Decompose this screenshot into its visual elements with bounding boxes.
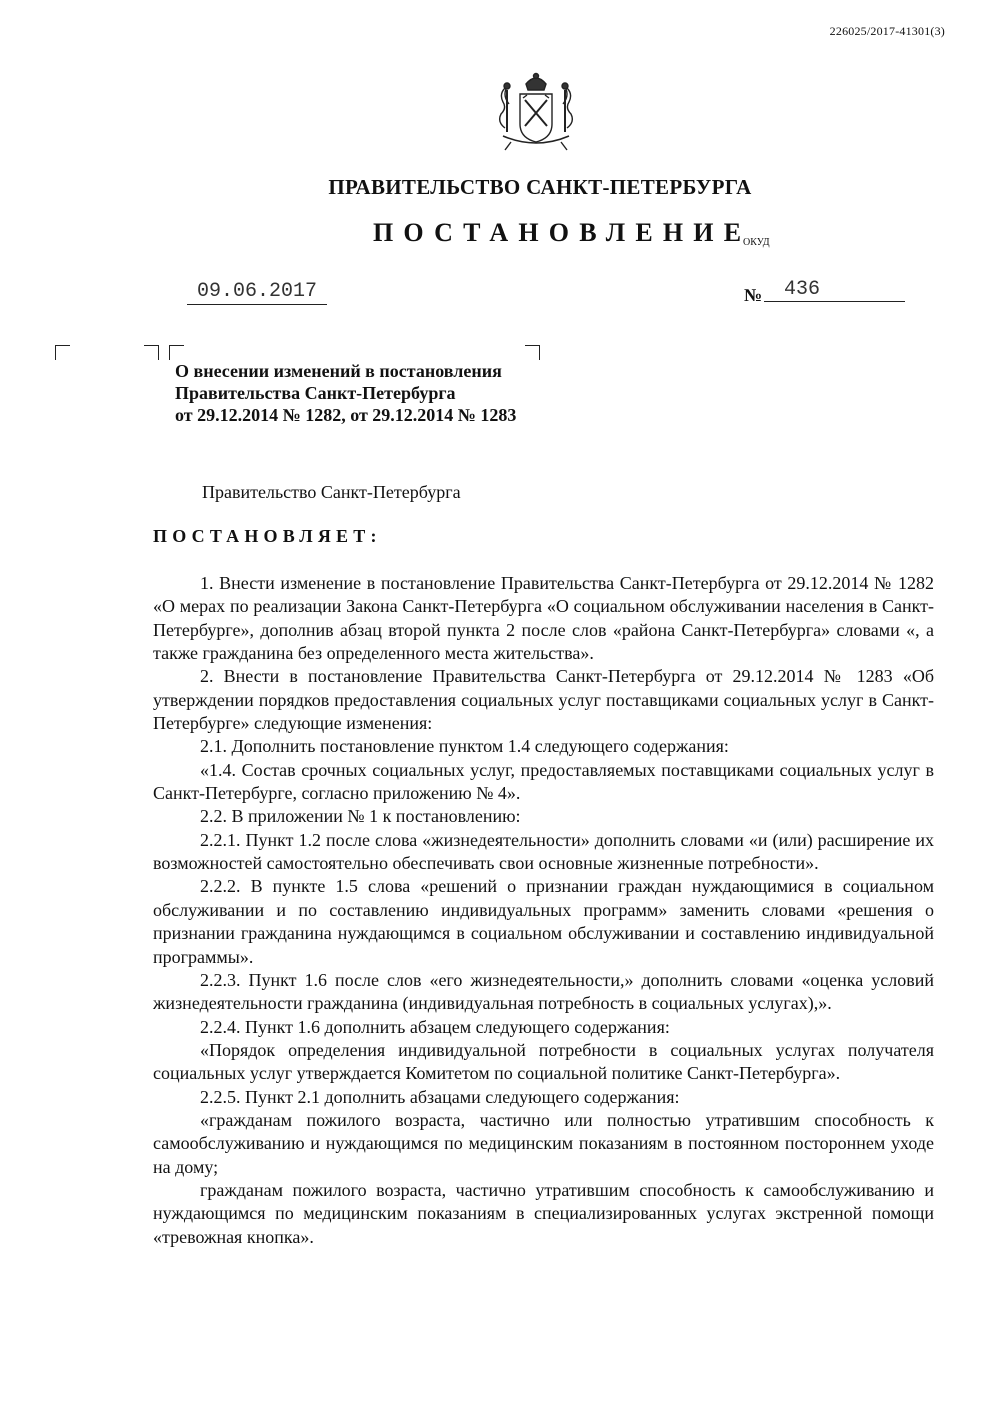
paragraph: 2.2.3. Пункт 1.6 после слов «его жизнедеятельности,» дополнить словами «оценка условий жизнедеятельности гражданина (индивидуальная потребность в социальных услугах),». [153,969,934,1014]
paragraph: 2.2. В приложении № 1 к постановлению: [200,806,521,827]
paragraph: 2.1. Дополнить постановление пунктом 1.4 следующего содержания: [200,736,729,757]
okud-label: ОКУД [743,237,770,248]
paragraph: «Порядок определения индивидуальной потребности в социальных услугах получателя социальных услуг утверждается Комитетом по социальной политике Санкт-Петербурга». [153,1039,934,1084]
paragraph: 2.2.2. В пункте 1.5 слова «решений о признании граждан нуждающимися в социальном обслуживании и по составлению индивидуальных программ» заменить словами «решения о признании гражданина нуждающимся в социальном обслуживании и составлению индивидуальной программы». [153,876,934,967]
number-label: № [744,285,763,305]
issuer: Правительство Санкт-Петербурга [202,482,461,502]
document-date: 09.06.2017 [187,280,327,305]
coat-of-arms-icon [493,70,579,154]
corner-mark [55,345,70,360]
paragraph: «1.4. Состав срочных социальных услуг, предоставляемых поставщиками социальных услуг в Санкт-Петербурге, согласно приложению № 4». [153,759,934,804]
paragraph: 2.2.5. Пункт 2.1 дополнить абзацами следующего содержания: [200,1086,680,1107]
document-body [153,572,934,1249]
paragraph: 1. Внести изменение в постановление Правительства Санкт-Петербурга от 29.12.2014 № 1282 «О мерах по реализации Закона Санкт-Петербурга «О социальном обслуживании населения в Санкт-Петербурге», дополнив абзац второй пункта 2 после слов «района Санкт-Петербурга» словами «, а также гражданина без определенного места жительства». [153,573,934,664]
corner-mark [169,345,184,360]
document-type: ПОСТАНОВЛЕНИЕ [373,218,752,247]
document-number-value: 436 [764,278,905,302]
corner-mark [525,345,540,360]
decree-heading: ПОСТАНОВЛЯЕТ: [153,526,382,546]
document-number: 226025/2017-41301(3) [829,24,945,38]
paragraph: 2.2.4. Пункт 1.6 дополнить абзацем следующего содержания: [200,1016,670,1037]
subject-line: от 29.12.2014 № 1282, от 29.12.2014 № 1283 [175,405,517,425]
subject-line: О внесении изменений в постановления [175,361,502,381]
paragraph: гражданам пожилого возраста, частично утратившим способность к самообслуживанию и нуждающимся по медицинским показаниям в специализированных услугах экстренной помощи «тревожная кнопка». [153,1179,934,1247]
paragraph: 2.2.1. Пункт 1.2 после слова «жизнедеятельности» дополнить словами «и (или) расширение их возможностей самостоятельно обеспечивать свои основные жизненные потребности». [153,829,934,874]
document-subject [175,360,516,426]
corner-mark [144,345,159,360]
paragraph: «гражданам пожилого возраста, частично или полностью утратившим способность к самообслуживанию и нуждающимся по медицинским показаниям в постоянном постороннем уходе на дому; [153,1109,934,1177]
subject-line: Правительства Санкт-Петербурга [175,383,456,403]
paragraph: 2. Внести в постановление Правительства Санкт-Петербурга от 29.12.2014 № 1283 «Об утверждении порядков предоставления социальных услуг поставщиками социальных услуг в Санкт-Петербурге» следующие изменения: [153,666,934,734]
government-title: ПРАВИТЕЛЬСТВО САНКТ-ПЕТЕРБУРГА [328,175,752,199]
